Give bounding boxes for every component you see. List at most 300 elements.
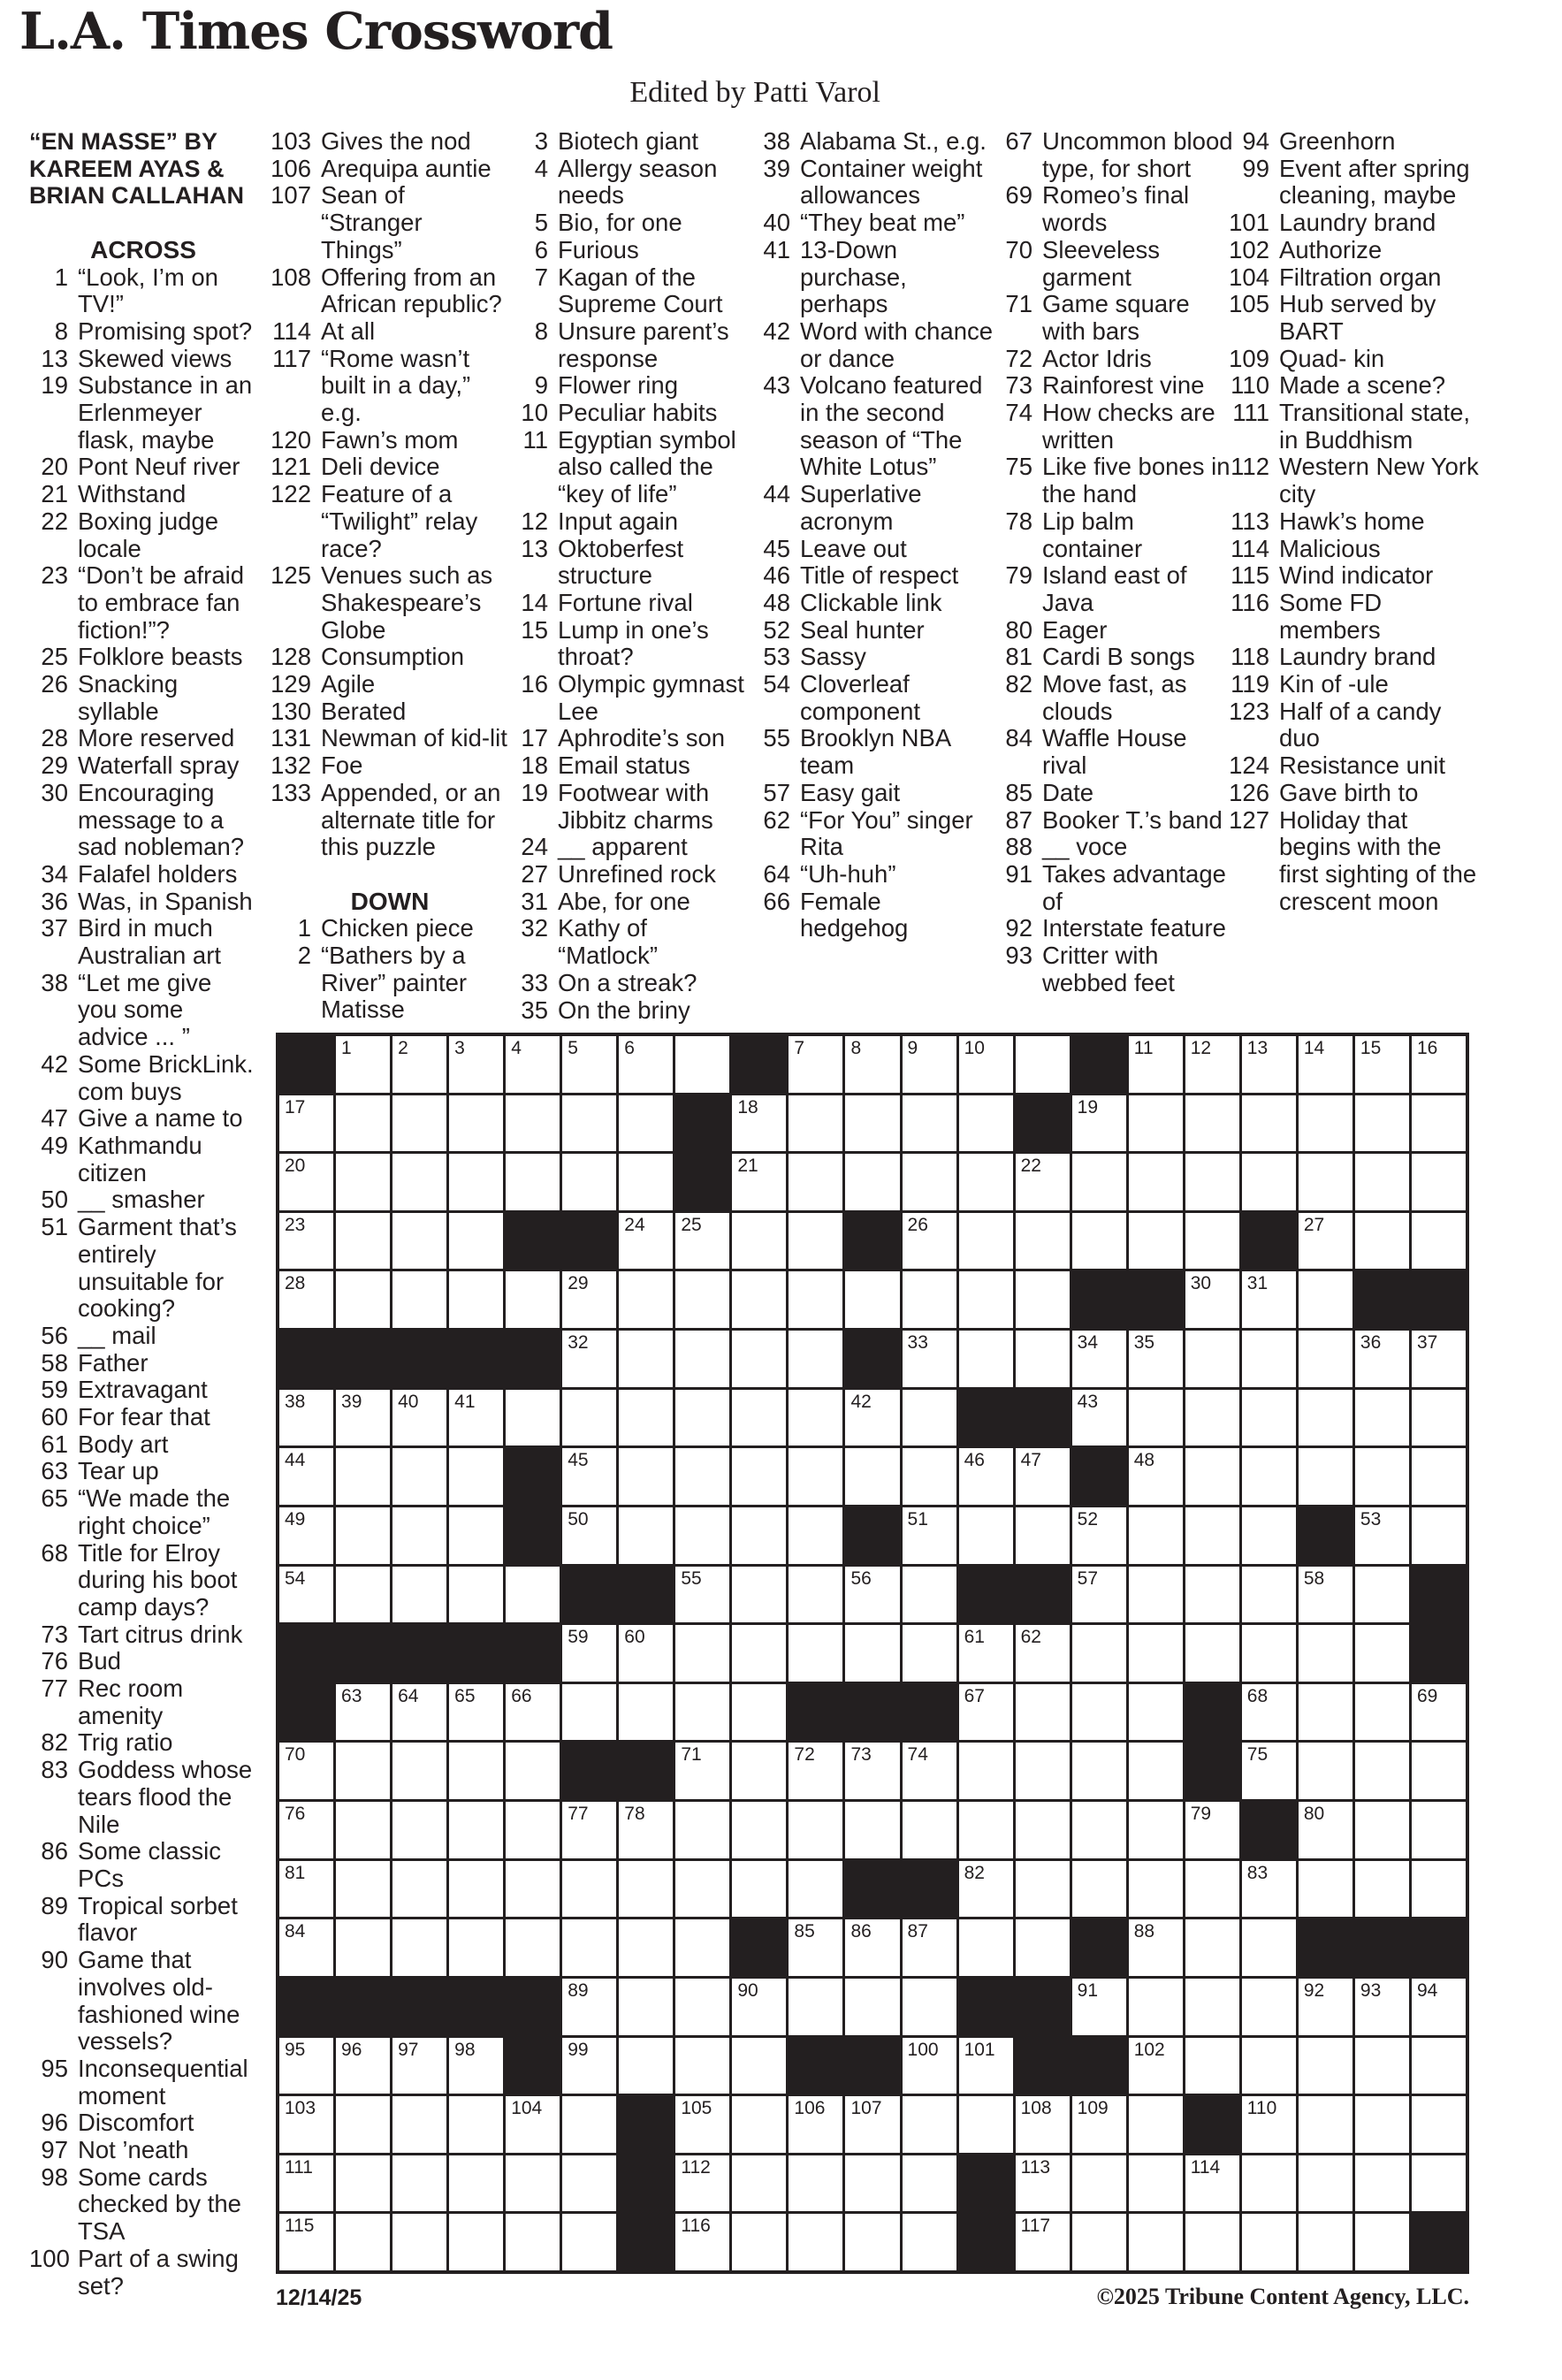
grid-cell[interactable] — [1355, 1095, 1409, 1152]
grid-cell[interactable] — [1355, 1979, 1409, 2035]
grid-cell[interactable] — [1412, 1448, 1466, 1505]
grid-cell[interactable] — [506, 1271, 560, 1328]
grid-cell[interactable] — [506, 1684, 560, 1741]
grid-cell[interactable] — [449, 1861, 503, 1918]
grid-cell[interactable] — [959, 1802, 1013, 1858]
grid-cell[interactable] — [789, 1331, 842, 1387]
grid-cell[interactable] — [1412, 1036, 1466, 1093]
grid-cell[interactable] — [449, 2155, 503, 2212]
grid-cell[interactable] — [845, 2096, 899, 2153]
grid-cell[interactable] — [562, 1331, 616, 1387]
grid-cell[interactable] — [675, 1625, 729, 1682]
grid-cell[interactable] — [1185, 2214, 1239, 2270]
grid-cell[interactable] — [449, 1271, 503, 1328]
grid-cell[interactable] — [1412, 1095, 1466, 1152]
grid-cell[interactable] — [1129, 1743, 1183, 1799]
grid-cell[interactable] — [1016, 1036, 1070, 1093]
grid-cell[interactable] — [675, 1271, 729, 1328]
grid-cell[interactable] — [1355, 1802, 1409, 1858]
grid-cell[interactable] — [1299, 2096, 1352, 2153]
grid-cell[interactable] — [1242, 1154, 1296, 1210]
grid-cell[interactable] — [449, 1507, 503, 1564]
grid-cell[interactable] — [336, 1743, 390, 1799]
grid-cell[interactable] — [562, 1390, 616, 1446]
grid-cell[interactable] — [1299, 1802, 1352, 1858]
grid-cell[interactable] — [1185, 1861, 1239, 1918]
grid-cell[interactable] — [1242, 1036, 1296, 1093]
grid-cell[interactable] — [1129, 1979, 1183, 2035]
grid-cell[interactable] — [675, 2155, 729, 2212]
grid-cell[interactable] — [732, 1331, 786, 1387]
grid-cell[interactable] — [675, 1743, 729, 1799]
grid-cell[interactable] — [562, 1271, 616, 1328]
grid-cell[interactable] — [279, 2038, 333, 2094]
grid-cell[interactable] — [619, 1507, 673, 1564]
grid-cell[interactable] — [336, 1507, 390, 1564]
grid-cell[interactable] — [732, 2096, 786, 2153]
grid-cell[interactable] — [336, 1567, 390, 1623]
grid-cell[interactable] — [279, 2096, 333, 2153]
grid-cell[interactable] — [1129, 2038, 1183, 2094]
grid-cell[interactable] — [845, 1802, 899, 1858]
grid-cell[interactable] — [1355, 2096, 1409, 2153]
grid-cell[interactable] — [732, 1448, 786, 1505]
grid-cell[interactable] — [845, 1095, 899, 1152]
grid-cell[interactable] — [336, 2038, 390, 2094]
grid-cell[interactable] — [279, 1213, 333, 1270]
grid-cell[interactable] — [732, 1802, 786, 1858]
grid-cell[interactable] — [959, 1684, 1013, 1741]
grid-cell[interactable] — [845, 1919, 899, 1976]
grid-cell[interactable] — [1185, 2038, 1239, 2094]
grid-cell[interactable] — [1412, 1507, 1466, 1564]
grid-cell[interactable] — [562, 2155, 616, 2212]
grid-cell[interactable] — [789, 2155, 842, 2212]
grid-cell[interactable] — [1129, 2155, 1183, 2212]
grid-cell[interactable] — [449, 2038, 503, 2094]
grid-cell[interactable] — [1299, 1213, 1352, 1270]
grid-cell[interactable] — [1242, 1861, 1296, 1918]
grid-cell[interactable] — [279, 1802, 333, 1858]
grid-cell[interactable] — [789, 1743, 842, 1799]
grid-cell[interactable] — [619, 1390, 673, 1446]
grid-cell[interactable] — [619, 1625, 673, 1682]
grid-cell[interactable] — [1299, 2038, 1352, 2094]
grid-cell[interactable] — [1299, 1271, 1352, 1328]
grid-cell[interactable] — [506, 1802, 560, 1858]
grid-cell[interactable] — [1355, 1684, 1409, 1741]
grid-cell[interactable] — [1242, 2038, 1296, 2094]
grid-cell[interactable] — [1185, 1390, 1239, 1446]
grid-cell[interactable] — [675, 1036, 729, 1093]
grid-cell[interactable] — [392, 2214, 446, 2270]
grid-cell[interactable] — [336, 1802, 390, 1858]
grid-cell[interactable] — [1242, 1448, 1296, 1505]
grid-cell[interactable] — [903, 1271, 956, 1328]
grid-cell[interactable] — [959, 2038, 1013, 2094]
grid-cell[interactable] — [1185, 2155, 1239, 2212]
grid-cell[interactable] — [506, 2155, 560, 2212]
grid-cell[interactable] — [789, 2214, 842, 2270]
grid-cell[interactable] — [449, 1919, 503, 1976]
grid-cell[interactable] — [1016, 1625, 1070, 1682]
grid-cell[interactable] — [619, 1154, 673, 1210]
grid-cell[interactable] — [279, 1507, 333, 1564]
grid-cell[interactable] — [619, 1861, 673, 1918]
grid-cell[interactable] — [1299, 1331, 1352, 1387]
grid-cell[interactable] — [675, 1331, 729, 1387]
grid-cell[interactable] — [732, 1271, 786, 1328]
grid-cell[interactable] — [562, 1861, 616, 1918]
grid-cell[interactable] — [279, 1095, 333, 1152]
grid-cell[interactable] — [959, 1919, 1013, 1976]
grid-cell[interactable] — [562, 1154, 616, 1210]
grid-cell[interactable] — [789, 1919, 842, 1976]
grid-cell[interactable] — [1242, 1979, 1296, 2035]
grid-cell[interactable] — [845, 1154, 899, 1210]
grid-cell[interactable] — [1299, 1154, 1352, 1210]
grid-cell[interactable] — [789, 1036, 842, 1093]
grid-cell[interactable] — [1129, 1802, 1183, 1858]
grid-cell[interactable] — [1016, 1802, 1070, 1858]
grid-cell[interactable] — [1299, 1448, 1352, 1505]
grid-cell[interactable] — [1299, 1684, 1352, 1741]
grid-cell[interactable] — [336, 2155, 390, 2212]
grid-cell[interactable] — [449, 1802, 503, 1858]
grid-cell[interactable] — [1299, 1036, 1352, 1093]
grid-cell[interactable] — [1016, 2155, 1070, 2212]
grid-cell[interactable] — [903, 1331, 956, 1387]
grid-cell[interactable] — [1412, 1390, 1466, 1446]
grid-cell[interactable] — [903, 1802, 956, 1858]
grid-cell[interactable] — [845, 1567, 899, 1623]
grid-cell[interactable] — [279, 1861, 333, 1918]
grid-cell[interactable] — [562, 1036, 616, 1093]
grid-cell[interactable] — [789, 1154, 842, 1210]
grid-cell[interactable] — [1185, 1567, 1239, 1623]
grid-cell[interactable] — [732, 2214, 786, 2270]
grid-cell[interactable] — [903, 1448, 956, 1505]
grid-cell[interactable] — [619, 1919, 673, 1976]
grid-cell[interactable] — [449, 1743, 503, 1799]
grid-cell[interactable] — [392, 1802, 446, 1858]
grid-cell[interactable] — [1129, 1684, 1183, 1741]
grid-cell[interactable] — [845, 1448, 899, 1505]
grid-cell[interactable] — [506, 1743, 560, 1799]
grid-cell[interactable] — [789, 1802, 842, 1858]
grid-cell[interactable] — [1016, 2096, 1070, 2153]
grid-cell[interactable] — [392, 1213, 446, 1270]
grid-cell[interactable] — [903, 1095, 956, 1152]
grid-cell[interactable] — [1072, 1979, 1126, 2035]
grid-cell[interactable] — [336, 1861, 390, 1918]
grid-cell[interactable] — [845, 2155, 899, 2212]
grid-cell[interactable] — [1072, 1331, 1126, 1387]
grid-cell[interactable] — [959, 1507, 1013, 1564]
grid-cell[interactable] — [619, 1979, 673, 2035]
grid-cell[interactable] — [392, 1271, 446, 1328]
grid-cell[interactable] — [789, 1448, 842, 1505]
grid-cell[interactable] — [619, 1271, 673, 1328]
grid-cell[interactable] — [732, 2038, 786, 2094]
grid-cell[interactable] — [1299, 1979, 1352, 2035]
grid-cell[interactable] — [1129, 1507, 1183, 1564]
grid-cell[interactable] — [1412, 1743, 1466, 1799]
grid-cell[interactable] — [562, 1919, 616, 1976]
grid-cell[interactable] — [732, 1507, 786, 1564]
grid-cell[interactable] — [1299, 2214, 1352, 2270]
grid-cell[interactable] — [903, 1036, 956, 1093]
grid-cell[interactable] — [336, 1154, 390, 1210]
grid-cell[interactable] — [1016, 1684, 1070, 1741]
grid-cell[interactable] — [903, 1743, 956, 1799]
grid-cell[interactable] — [789, 1979, 842, 2035]
grid-cell[interactable] — [675, 2096, 729, 2153]
grid-cell[interactable] — [1072, 2214, 1126, 2270]
grid-cell[interactable] — [1129, 1861, 1183, 1918]
grid-cell[interactable] — [903, 1919, 956, 1976]
grid-cell[interactable] — [1185, 1979, 1239, 2035]
grid-cell[interactable] — [1185, 1213, 1239, 1270]
grid-cell[interactable] — [1072, 2096, 1126, 2153]
grid-cell[interactable] — [1242, 1919, 1296, 1976]
grid-cell[interactable] — [1072, 1507, 1126, 1564]
grid-cell[interactable] — [619, 1036, 673, 1093]
grid-cell[interactable] — [1072, 1861, 1126, 1918]
grid-cell[interactable] — [1185, 1036, 1239, 1093]
grid-cell[interactable] — [732, 1684, 786, 1741]
grid-cell[interactable] — [506, 1919, 560, 1976]
grid-cell[interactable] — [1355, 1390, 1409, 1446]
grid-cell[interactable] — [1299, 1625, 1352, 1682]
grid-cell[interactable] — [1129, 1448, 1183, 1505]
grid-cell[interactable] — [903, 2155, 956, 2212]
grid-cell[interactable] — [1412, 1213, 1466, 1270]
grid-cell[interactable] — [1412, 1802, 1466, 1858]
grid-cell[interactable] — [1355, 1213, 1409, 1270]
grid-cell[interactable] — [506, 2214, 560, 2270]
grid-cell[interactable] — [562, 2096, 616, 2153]
grid-cell[interactable] — [506, 1861, 560, 1918]
grid-cell[interactable] — [732, 1154, 786, 1210]
grid-cell[interactable] — [449, 1095, 503, 1152]
grid-cell[interactable] — [336, 2096, 390, 2153]
grid-cell[interactable] — [1129, 1331, 1183, 1387]
grid-cell[interactable] — [392, 1919, 446, 1976]
grid-cell[interactable] — [1072, 1743, 1126, 1799]
grid-cell[interactable] — [392, 1567, 446, 1623]
grid-cell[interactable] — [506, 1095, 560, 1152]
grid-cell[interactable] — [1016, 1154, 1070, 1210]
grid-cell[interactable] — [1242, 1390, 1296, 1446]
grid-cell[interactable] — [959, 1861, 1013, 1918]
grid-cell[interactable] — [732, 2155, 786, 2212]
grid-cell[interactable] — [732, 1979, 786, 2035]
grid-cell[interactable] — [1072, 2155, 1126, 2212]
grid-cell[interactable] — [1016, 2214, 1070, 2270]
grid-cell[interactable] — [1355, 1861, 1409, 1918]
grid-cell[interactable] — [1412, 2155, 1466, 2212]
grid-cell[interactable] — [1242, 2096, 1296, 2153]
grid-cell[interactable] — [1242, 2214, 1296, 2270]
grid-cell[interactable] — [619, 1331, 673, 1387]
grid-cell[interactable] — [279, 1919, 333, 1976]
grid-cell[interactable] — [449, 1567, 503, 1623]
grid-cell[interactable] — [1355, 2155, 1409, 2212]
grid-cell[interactable] — [449, 1036, 503, 1093]
grid-cell[interactable] — [1185, 1154, 1239, 1210]
grid-cell[interactable] — [336, 2214, 390, 2270]
grid-cell[interactable] — [619, 1684, 673, 1741]
grid-cell[interactable] — [1299, 1390, 1352, 1446]
grid-cell[interactable] — [562, 1507, 616, 1564]
grid-cell[interactable] — [1129, 1625, 1183, 1682]
grid-cell[interactable] — [392, 1861, 446, 1918]
grid-cell[interactable] — [336, 1036, 390, 1093]
grid-cell[interactable] — [1355, 2214, 1409, 2270]
grid-cell[interactable] — [1129, 2096, 1183, 2153]
grid-cell[interactable] — [732, 1567, 786, 1623]
grid-cell[interactable] — [1185, 1448, 1239, 1505]
grid-cell[interactable] — [1185, 1095, 1239, 1152]
grid-cell[interactable] — [1412, 1331, 1466, 1387]
grid-cell[interactable] — [562, 1979, 616, 2035]
grid-cell[interactable] — [789, 2096, 842, 2153]
grid-cell[interactable] — [279, 1743, 333, 1799]
grid-cell[interactable] — [732, 1390, 786, 1446]
grid-cell[interactable] — [675, 1448, 729, 1505]
grid-cell[interactable] — [732, 1743, 786, 1799]
grid-cell[interactable] — [1242, 1684, 1296, 1741]
grid-cell[interactable] — [845, 1625, 899, 1682]
grid-cell[interactable] — [506, 1390, 560, 1446]
grid-cell[interactable] — [789, 1390, 842, 1446]
grid-cell[interactable] — [1242, 1625, 1296, 1682]
grid-cell[interactable] — [1016, 1448, 1070, 1505]
grid-cell[interactable] — [789, 1507, 842, 1564]
grid-cell[interactable] — [449, 1448, 503, 1505]
grid-cell[interactable] — [903, 1507, 956, 1564]
grid-cell[interactable] — [392, 2155, 446, 2212]
grid-cell[interactable] — [1072, 1802, 1126, 1858]
grid-cell[interactable] — [1299, 1567, 1352, 1623]
grid-cell[interactable] — [336, 1919, 390, 1976]
grid-cell[interactable] — [903, 2038, 956, 2094]
grid-cell[interactable] — [675, 2214, 729, 2270]
grid-cell[interactable] — [1355, 1625, 1409, 1682]
grid-cell[interactable] — [1412, 1154, 1466, 1210]
grid-cell[interactable] — [1185, 1331, 1239, 1387]
grid-cell[interactable] — [619, 1213, 673, 1270]
grid-cell[interactable] — [1185, 1802, 1239, 1858]
grid-cell[interactable] — [1355, 2038, 1409, 2094]
grid-cell[interactable] — [903, 1213, 956, 1270]
grid-cell[interactable] — [449, 1154, 503, 1210]
grid-cell[interactable] — [336, 1684, 390, 1741]
grid-cell[interactable] — [1355, 1567, 1409, 1623]
grid-cell[interactable] — [1355, 1331, 1409, 1387]
grid-cell[interactable] — [562, 1802, 616, 1858]
grid-cell[interactable] — [1129, 1390, 1183, 1446]
grid-cell[interactable] — [789, 1271, 842, 1328]
grid-cell[interactable] — [1242, 1331, 1296, 1387]
grid-cell[interactable] — [903, 1154, 956, 1210]
grid-cell[interactable] — [506, 1036, 560, 1093]
grid-cell[interactable] — [845, 1036, 899, 1093]
grid-cell[interactable] — [959, 1271, 1013, 1328]
grid-cell[interactable] — [279, 1154, 333, 1210]
grid-cell[interactable] — [392, 1036, 446, 1093]
grid-cell[interactable] — [1355, 1743, 1409, 1799]
grid-cell[interactable] — [959, 1625, 1013, 1682]
grid-cell[interactable] — [845, 1271, 899, 1328]
grid-cell[interactable] — [1072, 1390, 1126, 1446]
grid-cell[interactable] — [1072, 1567, 1126, 1623]
grid-cell[interactable] — [732, 1861, 786, 1918]
grid-cell[interactable] — [1185, 1271, 1239, 1328]
grid-cell[interactable] — [789, 1213, 842, 1270]
grid-cell[interactable] — [279, 1271, 333, 1328]
grid-cell[interactable] — [732, 1213, 786, 1270]
grid-cell[interactable] — [845, 1743, 899, 1799]
grid-cell[interactable] — [1129, 1567, 1183, 1623]
grid-cell[interactable] — [1412, 1684, 1466, 1741]
grid-cell[interactable] — [1355, 1154, 1409, 1210]
grid-cell[interactable] — [1016, 1271, 1070, 1328]
grid-cell[interactable] — [392, 2096, 446, 2153]
grid-cell[interactable] — [392, 2038, 446, 2094]
grid-cell[interactable] — [392, 1095, 446, 1152]
grid-cell[interactable] — [1185, 1919, 1239, 1976]
grid-cell[interactable] — [789, 1861, 842, 1918]
grid-cell[interactable] — [1016, 1331, 1070, 1387]
grid-cell[interactable] — [562, 1684, 616, 1741]
grid-cell[interactable] — [675, 1802, 729, 1858]
grid-cell[interactable] — [279, 2155, 333, 2212]
grid-cell[interactable] — [279, 1448, 333, 1505]
grid-cell[interactable] — [675, 1390, 729, 1446]
grid-cell[interactable] — [1299, 1095, 1352, 1152]
grid-cell[interactable] — [1242, 1095, 1296, 1152]
grid-cell[interactable] — [449, 1684, 503, 1741]
grid-cell[interactable] — [1412, 2038, 1466, 2094]
grid-cell[interactable] — [336, 1448, 390, 1505]
grid-cell[interactable] — [279, 2214, 333, 2270]
grid-cell[interactable] — [562, 1448, 616, 1505]
grid-cell[interactable] — [279, 1390, 333, 1446]
grid-cell[interactable] — [675, 1213, 729, 1270]
grid-cell[interactable] — [1242, 1567, 1296, 1623]
grid-cell[interactable] — [449, 1213, 503, 1270]
grid-cell[interactable] — [903, 1567, 956, 1623]
grid-cell[interactable] — [392, 1154, 446, 1210]
grid-cell[interactable] — [1129, 1213, 1183, 1270]
grid-cell[interactable] — [1129, 1154, 1183, 1210]
grid-cell[interactable] — [392, 1684, 446, 1741]
grid-cell[interactable] — [789, 1095, 842, 1152]
grid-cell[interactable] — [1072, 1684, 1126, 1741]
grid-cell[interactable] — [903, 2096, 956, 2153]
grid-cell[interactable] — [959, 1213, 1013, 1270]
grid-cell[interactable] — [959, 1036, 1013, 1093]
grid-cell[interactable] — [619, 1095, 673, 1152]
grid-cell[interactable] — [1016, 1743, 1070, 1799]
grid-cell[interactable] — [675, 1567, 729, 1623]
grid-cell[interactable] — [732, 1095, 786, 1152]
grid-cell[interactable] — [1129, 1919, 1183, 1976]
grid-cell[interactable] — [336, 1095, 390, 1152]
grid-cell[interactable] — [336, 1390, 390, 1446]
